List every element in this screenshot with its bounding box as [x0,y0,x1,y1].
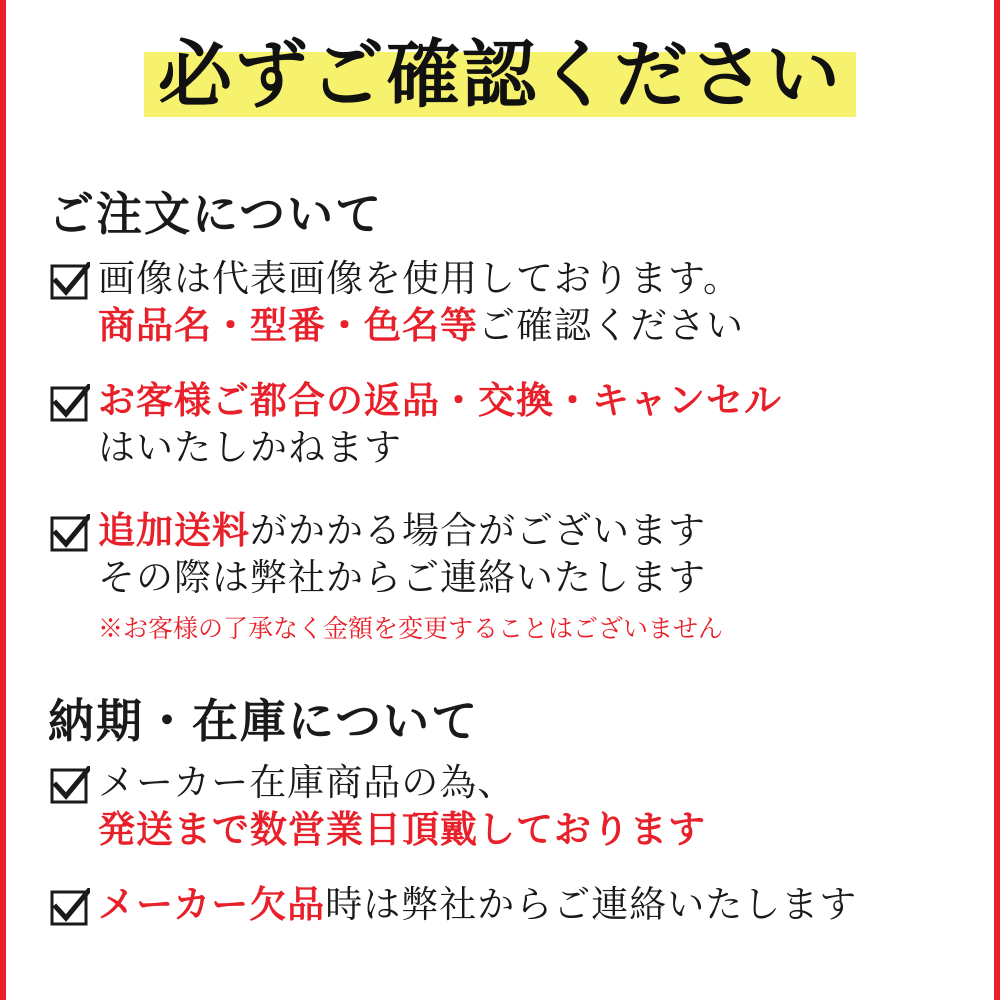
list-item-text [98,508,950,645]
list-item-line [98,303,950,350]
checkbox-checked-icon [50,514,90,554]
list-item-text [98,378,950,473]
checkbox-checked-icon [50,262,90,302]
list-item [50,760,950,855]
emphasis-text: 商品名・型番・色名等 [98,306,478,348]
list-item-line: メーカー在庫商品の為、 [98,763,516,804]
list-item-line [98,508,950,555]
emphasis-text: メーカー欠品 [98,885,326,926]
list-item-note: ※お客様の了承なく金額を変更することはございません [98,615,724,643]
page-title-container [6,34,994,123]
section-heading-orders: ご注文について [48,189,384,240]
list-item [50,378,950,473]
section-heading-delivery: 納期・在庫について [48,696,480,747]
page-title [144,34,856,123]
list-item-line: 画像は代表画像を使用しております。 [98,259,742,300]
checkbox-checked-icon [50,766,90,806]
list-item-text [98,760,950,855]
list-item-text [98,882,950,929]
checkbox-checked-icon [50,384,90,424]
checkbox-checked-icon [50,888,90,928]
plain-text: ご確認ください [478,306,744,348]
plain-text: がかかる場合がございます [250,511,706,552]
list-item [50,882,950,929]
list-item [50,508,950,645]
list-item-text [98,256,950,351]
emphasis-text: 追加送料 [98,511,250,552]
list-item [50,256,950,351]
list-item-line: その際は弊社からご連絡いたします [98,558,706,600]
page-title-text: 必ずご確認ください [158,35,842,117]
plain-text: 時は弊社からご連絡いたします [325,885,858,926]
list-item-line: お客様ご都合の返品・交換・キャンセル [98,381,782,422]
list-item-line [98,882,950,929]
list-item-line: はいたしかねます [98,428,402,470]
list-item-line: 発送まで数営業日頂戴しております [98,810,706,852]
